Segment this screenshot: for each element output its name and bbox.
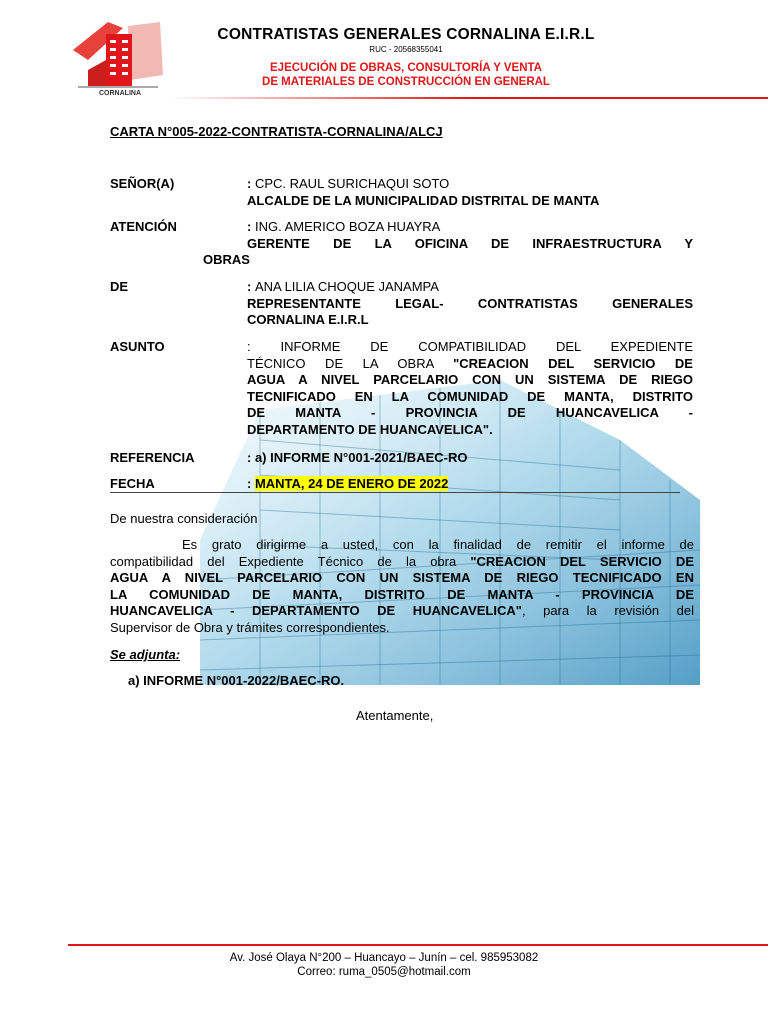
senor-title: ALCALDE DE LA MUNICIPALIDAD DISTRITAL DE MANTA <box>247 192 600 208</box>
body-line-5-normal: , para la revisión del <box>521 603 695 618</box>
atencion-title-line-1: GERENTE DE LA OFICINA DE INFRAESTRUCTURA Y <box>247 235 693 251</box>
footer-email: Correo: ruma_0505@hotmail.com <box>297 966 471 978</box>
company-ruc: RUC - 20568355041 <box>369 45 443 54</box>
de-title-line-2: CORNALINA E.I.R.L <box>247 312 369 327</box>
asunto-line-1: : INFORME DE COMPATIBILIDAD DEL EXPEDIENTE <box>247 339 693 354</box>
referencia-label: REFERENCIA <box>110 450 195 465</box>
services-line-2: DE MATERIALES DE CONSTRUCCIÓN EN GENERAL <box>262 76 550 88</box>
de-label: DE <box>110 279 129 294</box>
atencion-name: ING. AMERICO BOZA HUAYRA <box>254 219 441 234</box>
letter-number: CARTA N°005-2022-CONTRATISTA-CORNALINA/ALCJ <box>110 124 443 139</box>
asunto-line-5: DE MANTA - PROVINCIA DE HUANCAVELICA - <box>247 405 693 420</box>
atencion-label: ATENCIÓN <box>110 219 177 234</box>
de-name: ANA LILIA CHOQUE JANAMPA <box>254 279 439 294</box>
asunto-label: ASUNTO <box>110 339 165 354</box>
body-line-4: LA COMUNIDAD DE MANTA, DISTRITO DE MANTA - PROVINCIA DE <box>110 586 694 602</box>
fecha-value: MANTA, 24 DE ENERO DE 2022 <box>254 476 449 491</box>
company-logo <box>68 20 168 102</box>
senor-name: CPC. RAUL SURICHAQUI SOTO <box>254 176 450 191</box>
footer-address: Av. José Olaya N°200 – Huancayo – Junín – cel. 985953082 <box>229 952 539 964</box>
body-line-1: Es grato dirigirme a usted, con la finalidad de remitir el informe de <box>182 537 694 552</box>
logo-text: CORNALINA <box>99 90 141 97</box>
body-line-6: Supervisor de Obra y trámites correspondientes. <box>110 619 390 635</box>
senor-value: : CPC. RAUL SURICHAQUI SOTO ALCALDE DE LA MUNICIPALIDAD DISTRITAL DE MANTA <box>247 176 693 209</box>
adjunta-item: a) INFORME N°001-2022/BAEC-RO. <box>128 673 345 688</box>
asunto-value <box>247 339 693 438</box>
asunto-line-4: TECNIFICADO EN LA COMUNIDAD DE MANTA, DISTRITO <box>247 388 693 404</box>
atencion-value: : ING. AMERICO BOZA HUAYRA GERENTE DE LA OFICINA DE INFRAESTRUCTURA Y <box>247 219 693 251</box>
body-line-5-bold: HUANCAVELICA - DEPARTAMENTO DE HUANCAVELICA" <box>110 603 522 618</box>
greeting: De nuestra consideración <box>110 511 258 526</box>
services-line-1: EJECUCIÓN DE OBRAS, CONSULTORÍA Y VENTA <box>270 62 542 74</box>
asunto-line-2-normal: TÉCNICO DE LA OBRA <box>247 355 454 371</box>
footer-divider <box>68 944 768 946</box>
fecha-value-row: : MANTA, 24 DE ENERO DE 2022 <box>247 476 449 491</box>
de-title-line-1: REPRESENTANTE LEGAL- CONTRATISTAS GENERALES <box>247 295 693 311</box>
body-line-2-normal: compatibilidad del Expediente Técnico de la obra <box>110 553 471 569</box>
closing: Atentamente, <box>356 708 434 723</box>
company-name: CONTRATISTAS GENERALES CORNALINA E.I.R.L <box>217 26 595 43</box>
body-line-3: AGUA A NIVEL PARCELARIO CON UN SISTEMA DE RIEGO TECNIFICADO EN <box>110 570 694 585</box>
body-line-2-bold: "CREACION DEL SERVICIO DE <box>470 553 694 569</box>
referencia-value: : a) INFORME N°001-2021/BAEC-RO <box>247 450 468 465</box>
atencion-title-line-2: OBRAS <box>203 252 250 267</box>
de-value: : ANA LILIA CHOQUE JANAMPA REPRESENTANTE LEGAL- CONTRATISTAS GENERALES CORNALINA E.I.R.L <box>247 279 693 327</box>
company-services <box>186 61 626 89</box>
asunto-line-3: AGUA A NIVEL PARCELARIO CON UN SISTEMA DE RIEGO <box>247 372 693 387</box>
adjunta-label: Se adjunta: <box>110 647 181 662</box>
body-paragraph <box>110 537 694 636</box>
header-divider <box>170 97 768 99</box>
fecha-divider <box>110 492 680 493</box>
asunto-line-2-bold: "CREACION DEL SERVICIO DE <box>453 355 693 371</box>
asunto-line-6: DEPARTAMENTO DE HUANCAVELICA". <box>247 421 493 437</box>
fecha-label: FECHA <box>110 476 155 491</box>
senor-label: SEÑOR(A) <box>110 176 175 191</box>
